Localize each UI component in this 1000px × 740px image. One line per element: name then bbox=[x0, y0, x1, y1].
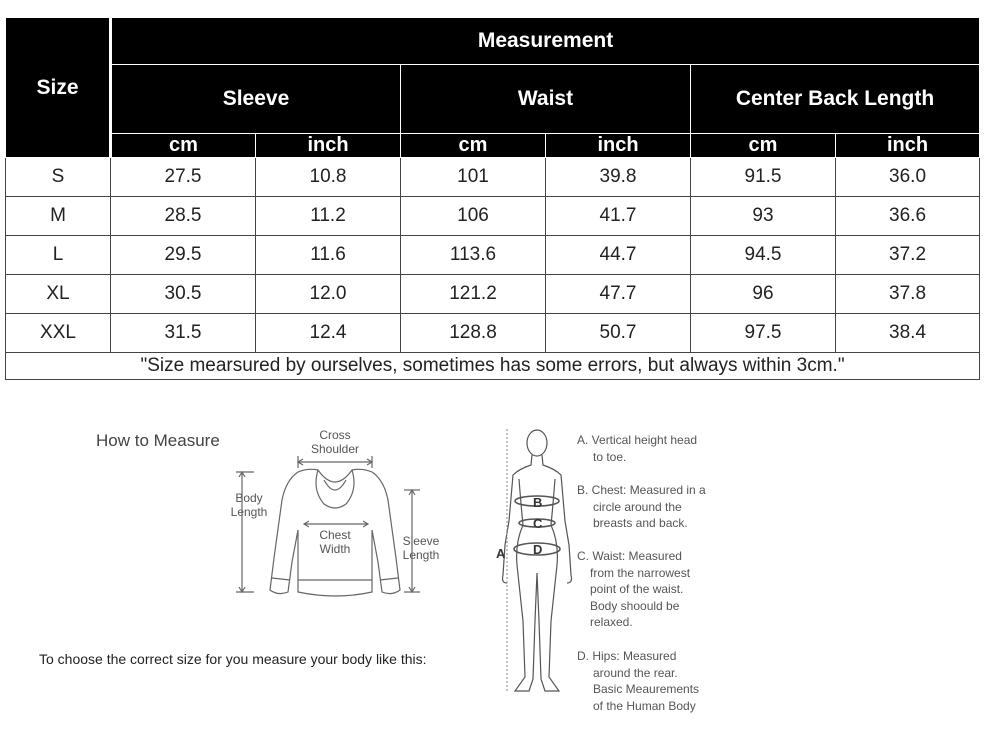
measurement-header: Measurement bbox=[111, 18, 980, 65]
size-column-header: Size bbox=[6, 18, 111, 158]
sleeve-header: Sleeve bbox=[111, 65, 401, 134]
table-row bbox=[6, 236, 980, 275]
marker-a: A bbox=[496, 546, 506, 561]
waist-header: Waist bbox=[401, 65, 691, 134]
legend-b: B. Chest: Measured in a circle around the breasts and back. bbox=[577, 483, 706, 530]
table-cell: 36.0 bbox=[836, 158, 980, 197]
table-cell: 30.5 bbox=[111, 275, 256, 314]
legend-c: C. Waist: Measured from the narrowest point of the waist. Body shoould be relaxed. bbox=[577, 549, 691, 629]
table-cell: 121.2 bbox=[401, 275, 546, 314]
table-cell: 11.2 bbox=[256, 197, 401, 236]
marker-c: C bbox=[533, 516, 543, 531]
table-row bbox=[6, 158, 980, 197]
table-cell: 113.6 bbox=[401, 236, 546, 275]
table-cell: 31.5 bbox=[111, 314, 256, 353]
sweater-diagram-icon bbox=[232, 450, 432, 620]
table-cell: 97.5 bbox=[691, 314, 836, 353]
legend-a: A. Vertical height head to toe. bbox=[577, 433, 698, 464]
size-label: M bbox=[6, 197, 111, 236]
table-cell: 47.7 bbox=[546, 275, 691, 314]
unit-header: cm bbox=[111, 134, 256, 158]
table-cell: 11.6 bbox=[256, 236, 401, 275]
cross-shoulder-label: Cross Shoulder bbox=[310, 428, 360, 456]
table-cell: 37.8 bbox=[836, 275, 980, 314]
table-cell: 93 bbox=[691, 197, 836, 236]
marker-d: D bbox=[533, 542, 543, 557]
table-cell: 128.8 bbox=[401, 314, 546, 353]
legend-d: D. Hips: Measured around the rear. Basic Meaurements of the Human Body bbox=[577, 649, 700, 713]
body-figure-icon bbox=[495, 425, 575, 705]
unit-header: cm bbox=[401, 134, 546, 158]
unit-header: inch bbox=[546, 134, 691, 158]
marker-b: B bbox=[533, 495, 543, 510]
size-label: XL bbox=[6, 275, 111, 314]
choose-size-text: To choose the correct size for you measure your body like this: bbox=[39, 651, 427, 667]
table-cell: 28.5 bbox=[111, 197, 256, 236]
size-note: "Size mearsured by ourselves, sometimes has some errors, but always within 3cm." bbox=[6, 353, 980, 380]
table-cell: 12.4 bbox=[256, 314, 401, 353]
body-length-label: Body Length bbox=[230, 491, 268, 519]
center-back-length-header: Center Back Length bbox=[691, 65, 980, 134]
table-row bbox=[6, 197, 980, 236]
table-cell: 91.5 bbox=[691, 158, 836, 197]
table-cell: 36.6 bbox=[836, 197, 980, 236]
table-cell: 12.0 bbox=[256, 275, 401, 314]
table-cell: 37.2 bbox=[836, 236, 980, 275]
table-cell: 41.7 bbox=[546, 197, 691, 236]
table-cell: 96 bbox=[691, 275, 836, 314]
size-label: S bbox=[6, 158, 111, 197]
table-cell: 29.5 bbox=[111, 236, 256, 275]
unit-header: inch bbox=[256, 134, 401, 158]
how-to-measure-title: How to Measure bbox=[96, 431, 220, 450]
table-cell: 106 bbox=[401, 197, 546, 236]
table-cell: 39.8 bbox=[546, 158, 691, 197]
table-cell: 10.8 bbox=[256, 158, 401, 197]
table-cell: 50.7 bbox=[546, 314, 691, 353]
table-row bbox=[6, 314, 980, 353]
size-chart-table bbox=[5, 17, 980, 380]
chest-width-label: Chest Width bbox=[319, 528, 351, 556]
table-cell: 101 bbox=[401, 158, 546, 197]
size-label: XXL bbox=[6, 314, 111, 353]
sleeve-length-label: Sleeve Length bbox=[402, 534, 440, 562]
table-cell: 44.7 bbox=[546, 236, 691, 275]
size-label: L bbox=[6, 236, 111, 275]
table-cell: 38.4 bbox=[836, 314, 980, 353]
unit-header: cm bbox=[691, 134, 836, 158]
table-row bbox=[6, 275, 980, 314]
table-cell: 27.5 bbox=[111, 158, 256, 197]
table-cell: 94.5 bbox=[691, 236, 836, 275]
unit-header: inch bbox=[836, 134, 980, 158]
